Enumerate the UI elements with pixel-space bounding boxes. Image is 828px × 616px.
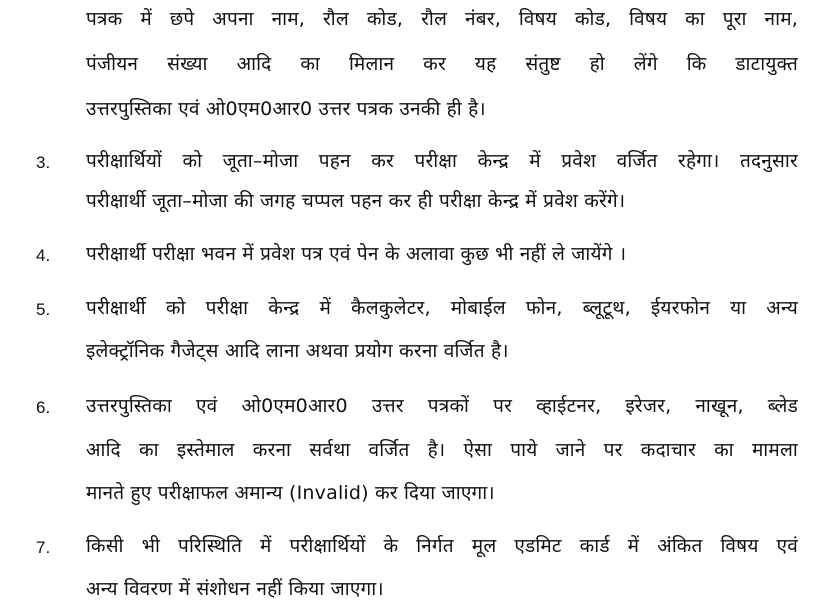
intro-line-1: पत्रक में छपे अपना नाम, रौल कोड, रौल नंबर, विषय कोड, विषय का पूरा नाम,: [86, 8, 798, 30]
item-5-line-2: इलेक्ट्रॉनिक गैजेट्स आदि लाना अथवा प्रयोग करना वर्जित है।: [86, 340, 509, 362]
item-6-number: 6.: [36, 398, 51, 417]
intro-line-2: पंजीयन संख्या आदि का मिलान कर यह संतुष्ट हो लेंगे कि डाटायुक्त: [86, 53, 798, 75]
item-6-line-3: मानते हुए परीक्षाफल अमान्य (Invalid) कर दिया जाएगा।: [86, 482, 495, 504]
item-3-line-2: परीक्षार्थी जूता–मोजा की जगह चप्पल पहन कर ही परीक्षा केन्द्र में प्रवेश करेंगे।: [86, 190, 626, 212]
item-6-line-2: आदि का इस्तेमाल करना सर्वथा वर्जित है। ऐसा पाये जाने पर कदाचार का मामला: [86, 439, 798, 461]
item-3-number: 3.: [36, 153, 51, 172]
intro-line-3: उत्तरपुस्तिका एवं ओ0एम0आर0 उत्तर पत्रक उनकी ही है।: [86, 98, 486, 120]
item-5-number: 5.: [36, 300, 51, 319]
item-4-number: 4.: [36, 246, 51, 265]
item-7-line-1: किसी भी परिस्थिति में परीक्षार्थियों के निर्गत मूल एडमिट कार्ड में अंकित विषय एवं: [86, 535, 798, 557]
item-6-line-1: उत्तरपुस्तिका एवं ओ0एम0आर0 उत्तर पत्रकों पर व्हाईटनर, इरेजर, नाखून, ब्लेड: [86, 395, 798, 417]
item-3-line-1: परीक्षार्थियों को जूता–मोजा पहन कर परीक्षा केन्द्र में प्रवेश वर्जित रहेगा। तदनुसार: [86, 150, 798, 172]
item-4-line-1: परीक्षार्थी परीक्षा भवन में प्रवेश पत्र एवं पेन के अलावा कुछ भी नहीं ले जायेंगे ।: [86, 243, 627, 265]
item-7-line-2: अन्य विवरण में संशोधन नहीं किया जाएगा।: [86, 578, 384, 600]
item-5-line-1: परीक्षार्थी को परीक्षा केन्द्र में कैलकुलेटर, मोबाईल फोन, ब्लूटूथ, ईयरफोन या अन्य: [86, 297, 798, 319]
item-7-number: 7.: [36, 538, 51, 557]
